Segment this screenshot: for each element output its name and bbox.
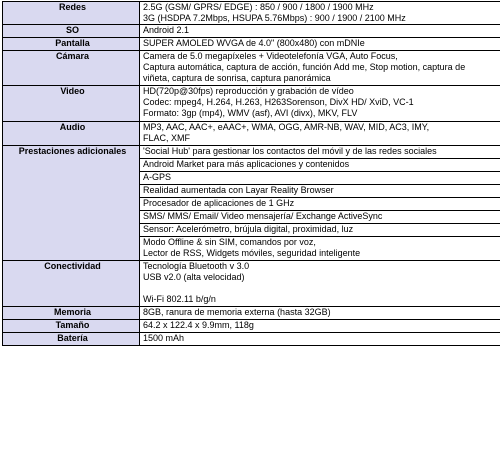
spec-row xyxy=(3,333,500,346)
spec-value-line xyxy=(143,283,500,294)
spec-value-line: viñeta, captura de sonrisa, captura panorámica xyxy=(143,73,331,83)
spec-label: SO xyxy=(3,25,140,38)
spec-row xyxy=(3,2,500,25)
spec-value-line: FLAC, XMF xyxy=(143,133,191,143)
spec-value-line: MP3, AAC, AAC+, eAAC+, WMA, OGG, AMR-NB, WAV, MID, AC3, IMY, xyxy=(143,122,430,132)
spec-label: Cámara xyxy=(3,51,140,86)
feature-line: A-GPS xyxy=(143,172,172,182)
spec-value xyxy=(140,320,500,333)
feature-value xyxy=(140,211,500,224)
spec-value xyxy=(140,261,500,307)
spec-value xyxy=(140,51,500,86)
spec-value xyxy=(140,25,500,38)
spec-row xyxy=(3,261,500,307)
spec-value-line: Android 2.1 xyxy=(143,25,190,35)
spec-value-line: SUPER AMOLED WVGA de 4.0" (800x480) con mDNIe xyxy=(143,38,365,48)
feature-value xyxy=(140,237,500,261)
spec-value-line: Wi-Fi 802.11 b/g/n xyxy=(143,294,216,304)
spec-row xyxy=(3,38,500,51)
spec-label: Video xyxy=(3,86,140,122)
spec-value-line: 8GB, ranura de memoria externa (hasta 32GB) xyxy=(143,307,331,317)
spec-row xyxy=(3,320,500,333)
spec-label: Tamaño xyxy=(3,320,140,333)
feature-line: Modo Offline & sin SIM, comandos por voz, xyxy=(143,237,316,247)
spec-value-line: 1500 mAh xyxy=(143,333,185,343)
spec-table xyxy=(2,1,500,346)
spec-value xyxy=(140,2,500,25)
spec-value-line: Tecnología Bluetooth v 3.0 xyxy=(143,261,250,271)
feature-value xyxy=(140,146,500,159)
feature-line: Procesador de aplicaciones de 1 GHz xyxy=(143,198,295,208)
feature-value xyxy=(140,198,500,211)
spec-value xyxy=(140,122,500,146)
spec-value-line: HD(720p@30fps) reproducción y grabación de vídeo xyxy=(143,86,354,96)
feature-value xyxy=(140,185,500,198)
feature-line: SMS/ MMS/ Email/ Video mensajería/ Exchange ActiveSync xyxy=(143,211,383,221)
spec-value xyxy=(140,38,500,51)
spec-value xyxy=(140,333,500,346)
spec-value-line: Formato: 3gp (mp4), WMV (asf), AVI (divx), MKV, FLV xyxy=(143,108,358,118)
spec-label: Prestaciones adicionales xyxy=(3,146,140,261)
spec-row xyxy=(3,25,500,38)
spec-label: Pantalla xyxy=(3,38,140,51)
spec-value xyxy=(140,86,500,122)
feature-line: Realidad aumentada con Layar Reality Browser xyxy=(143,185,334,195)
feature-row xyxy=(3,146,500,159)
spec-row xyxy=(3,86,500,122)
feature-value xyxy=(140,224,500,237)
feature-line: Lector de RSS, Widgets móviles, seguridad inteligente xyxy=(143,248,361,258)
spec-label: Redes xyxy=(3,2,140,25)
spec-value-line: USB v2.0 (alta velocidad) xyxy=(143,272,245,282)
feature-value xyxy=(140,159,500,172)
spec-value-line: 3G (HSDPA 7.2Mbps, HSUPA 5.76Mbps) : 900 / 1900 / 2100 MHz xyxy=(143,13,406,23)
spec-value-line: Camera de 5.0 megapíxeles + Videotelefonía VGA, Auto Focus, xyxy=(143,51,398,61)
spec-value-line: 64.2 x 122.4 x 9.9mm, 118g xyxy=(143,320,254,330)
spec-row xyxy=(3,51,500,86)
spec-table-body xyxy=(3,2,500,346)
spec-label: Audio xyxy=(3,122,140,146)
spec-label: Memoria xyxy=(3,307,140,320)
spec-value-line: 2.5G (GSM/ GPRS/ EDGE) : 850 / 900 / 1800 / 1900 MHz xyxy=(143,2,374,12)
feature-line: Sensor: Acelerómetro, brújula digital, proximidad, luz xyxy=(143,224,354,234)
spec-value xyxy=(140,307,500,320)
spec-row xyxy=(3,122,500,146)
feature-value xyxy=(140,172,500,185)
spec-value-line: Captura automática, captura de acción, función Add me, Stop motion, captura de xyxy=(143,62,466,72)
feature-line: Android Market para más aplicaciones y contenidos xyxy=(143,159,350,169)
spec-value-line: Codec: mpeg4, H.264, H.263, H263Sorenson, DivX HD/ XviD, VC-1 xyxy=(143,97,414,107)
spec-label: Batería xyxy=(3,333,140,346)
feature-line: 'Social Hub' para gestionar los contactos del móvil y de las redes sociales xyxy=(143,146,437,156)
spec-label: Conectividad xyxy=(3,261,140,307)
spec-row xyxy=(3,307,500,320)
